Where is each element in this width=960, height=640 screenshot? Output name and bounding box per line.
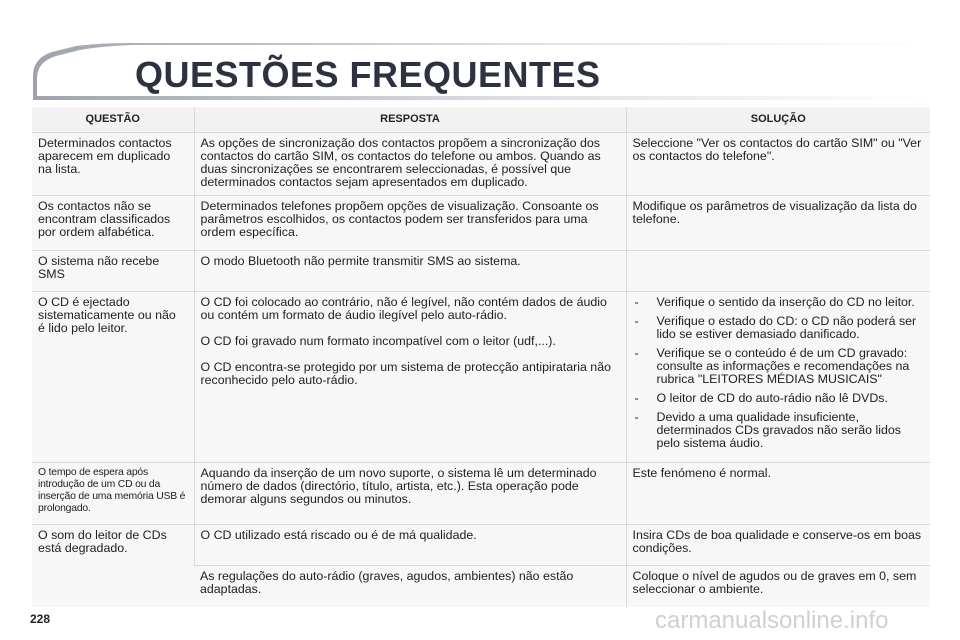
answer-paragraph: O CD foi colocado ao contrário, não é legível, não contém dados de áudio ou contém um formato de áudio ilegível pelo auto-rádio. xyxy=(200,295,607,322)
solution-cell xyxy=(626,251,930,292)
solution-cell: Insira CDs de boa qualidade e conserve-os em boas condições. xyxy=(626,525,930,566)
page-title: QUESTÕES FREQUENTES xyxy=(135,54,601,95)
table-row xyxy=(32,525,930,566)
solution-cell: Modifique os parâmetros de visualização da lista do telefone. xyxy=(626,196,930,251)
column-header-question: QUESTÃO xyxy=(32,107,194,133)
question-cell: O tempo de espera após introdução de um CD ou da inserção de uma memória USB é prolongado. xyxy=(32,463,194,525)
question-cell: Os contactos não se encontram classificados por ordem alfabética. xyxy=(32,196,194,251)
answer-paragraph: O CD encontra-se protegido por um sistema de protecção antipirataria não reconhecido pelo auto-rádio. xyxy=(200,360,611,387)
watermark: carmanualsonline.info xyxy=(655,607,889,634)
table-row xyxy=(32,292,930,463)
answer-paragraph: O CD foi gravado num formato incompatível com o leitor (udf,...). xyxy=(200,334,556,348)
list-item: - Verifique se o conteúdo é de um CD gravado: consulte as informações e recomendações na rubrica "LEITORES MÉDIAS MUSICAIS" xyxy=(633,347,923,386)
table-header-row xyxy=(32,107,930,133)
column-header-solution: SOLUÇÃO xyxy=(626,107,930,133)
faq-table xyxy=(32,107,930,607)
solution-cell xyxy=(626,292,930,463)
solution-cell: Este fenómeno é normal. xyxy=(626,463,930,525)
answer-cell: As opções de sincronização dos contactos propõem a sincronização dos contactos do cartão SIM, os contactos do telefone ou ambos. Quando as duas sincronizações se encontrarem seleccionadas, é possível que determinados contactos sejam apresentados em duplicado. xyxy=(194,133,626,196)
page-number: 228 xyxy=(30,612,51,626)
list-item: - Verifique o sentido da inserção do CD no leitor. xyxy=(633,296,923,309)
solution-list xyxy=(633,296,923,450)
list-item: - Devido a uma qualidade insuficiente, determinados CDs gravados não serão lidos pelo sistema áudio. xyxy=(633,411,923,450)
solution-cell: Seleccione "Ver os contactos do cartão SIM" ou "Ver os contactos do telefone". xyxy=(626,133,930,196)
question-cell: O som do leitor de CDs está degradado. xyxy=(32,525,194,607)
solution-cell: Coloque o nível de agudos ou de graves em 0, sem seleccionar o ambiente. xyxy=(626,566,930,607)
table-row xyxy=(32,196,930,251)
answer-cell xyxy=(194,292,626,463)
answer-cell: Aquando da inserção de um novo suporte, o sistema lê um determinado número de dados (directório, título, artista, etc.). Esta operação pode demorar alguns segundos ou minutos. xyxy=(194,463,626,525)
list-item: - Verifique o estado do CD: o CD não poderá ser lido se estiver demasiado danificado. xyxy=(633,315,923,341)
question-cell: Determinados contactos aparecem em duplicado na lista. xyxy=(32,133,194,196)
table-row xyxy=(32,463,930,525)
question-cell: O sistema não recebe SMS xyxy=(32,251,194,292)
table-row xyxy=(32,133,930,196)
question-cell: O CD é ejectado sistematicamente ou não é lido pelo leitor. xyxy=(32,292,194,463)
answer-cell: O CD utilizado está riscado ou é de má qualidade. xyxy=(194,525,626,566)
answer-cell: Determinados telefones propõem opções de visualização. Consoante os parâmetros escolhidos, os contactos podem ser transferidos para uma ordem específica. xyxy=(194,196,626,251)
answer-cell: O modo Bluetooth não permite transmitir SMS ao sistema. xyxy=(194,251,626,292)
column-header-answer: RESPOSTA xyxy=(194,107,626,133)
list-item: - O leitor de CD do auto-rádio não lê DVDs. xyxy=(633,392,923,405)
table-row xyxy=(32,251,930,292)
answer-cell: As regulações do auto-rádio (graves, agudos, ambientes) não estão adaptadas. xyxy=(194,566,626,607)
